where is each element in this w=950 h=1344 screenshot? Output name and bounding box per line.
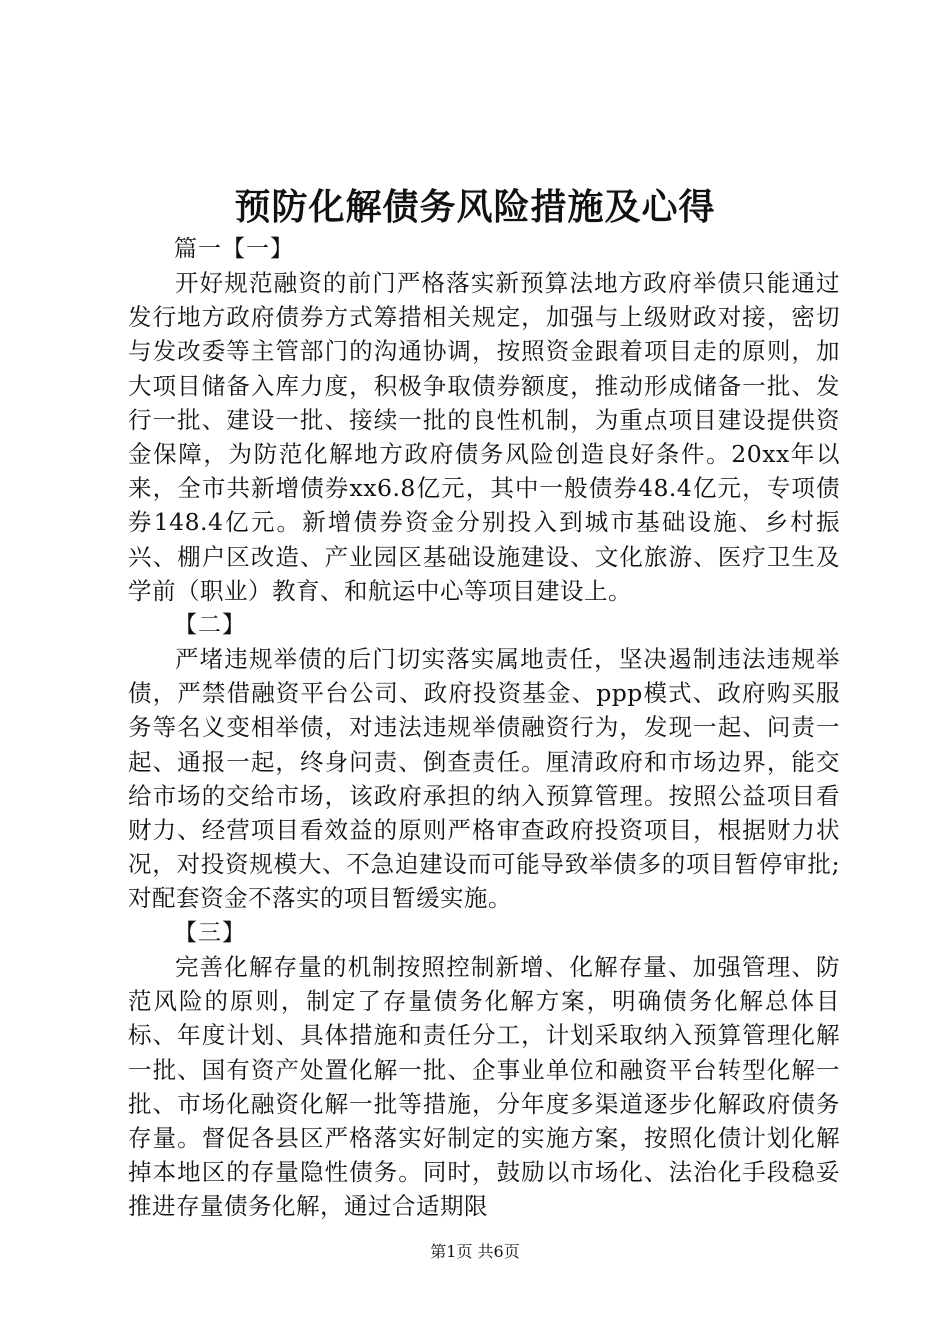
section-heading-3: 【三】 — [174, 920, 246, 946]
section-heading-2: 【二】 — [174, 612, 246, 638]
section-body-3: 完善化解存量的机制按照控制新增、化解存量、加强管理、防范风险的原则，制定了存量债务化解方案，明确债务化解总体目标、年度计划、具体措施和责任分工，计划采取纳入预算管理化解一批、国有资产处置化解一批、企事业单位和融资平台转型化解一批、市场化融资化解一批等措施，分年度多渠道逐步化解政府债务存量。督促各县区严格落实好制定的实施方案，按照化债计划化解掉本地区的存量隐性债务。同时，鼓励以市场化、法治化手段稳妥推进存量债务化解，通过合适期限 — [128, 953, 840, 1221]
section-body-2: 严堵违规举债的后门切实落实属地责任，坚决遏制违法违规举债，严禁借融资平台公司、政府投资基金、ppp模式、政府购买服务等名义变相举债，对违法违规举债融资行为，发现一起、问责一起、通报一起，终身问责、倒查责任。厘清政府和市场边界，能交给市场的交给市场，该政府承担的纳入预算管理。按照公益项目看财力、经营项目看效益的原则严格审查政府投资项目，根据财力状况，对投资规模大、不急迫建设而可能导致举债多的项目暂停审批;对配套资金不落实的项目暂缓实施。 — [128, 645, 840, 913]
page-footer: 第1页 共6页 — [430, 1242, 520, 1261]
section-body-1: 开好规范融资的前门严格落实新预算法地方政府举债只能通过发行地方政府债券方式筹措相关规定，加强与上级财政对接，密切与发改委等主管部门的沟通协调，按照资金跟着项目走的原则，加大项目储备入库力度，积极争取债券额度，推动形成储备一批、发行一批、建设一批、接续一批的良性机制，为重点项目建设提供资金保障，为防范化解地方政府债务风险创造良好条件。20xx年以来，全市共新增债券xx6.8亿元，其中一般债券48.4亿元，专项债券148.4亿元。新增债券资金分别投入到城市基础设施、乡村振兴、棚户区改造、产业园区基础设施建设、文化旅游、医疗卫生及学前（职业）教育、和航运中心等项目建设上。 — [128, 269, 840, 605]
document-title: 预防化解债务风险措施及心得 — [234, 186, 716, 228]
section-heading-1: 篇一【一】 — [174, 236, 294, 262]
